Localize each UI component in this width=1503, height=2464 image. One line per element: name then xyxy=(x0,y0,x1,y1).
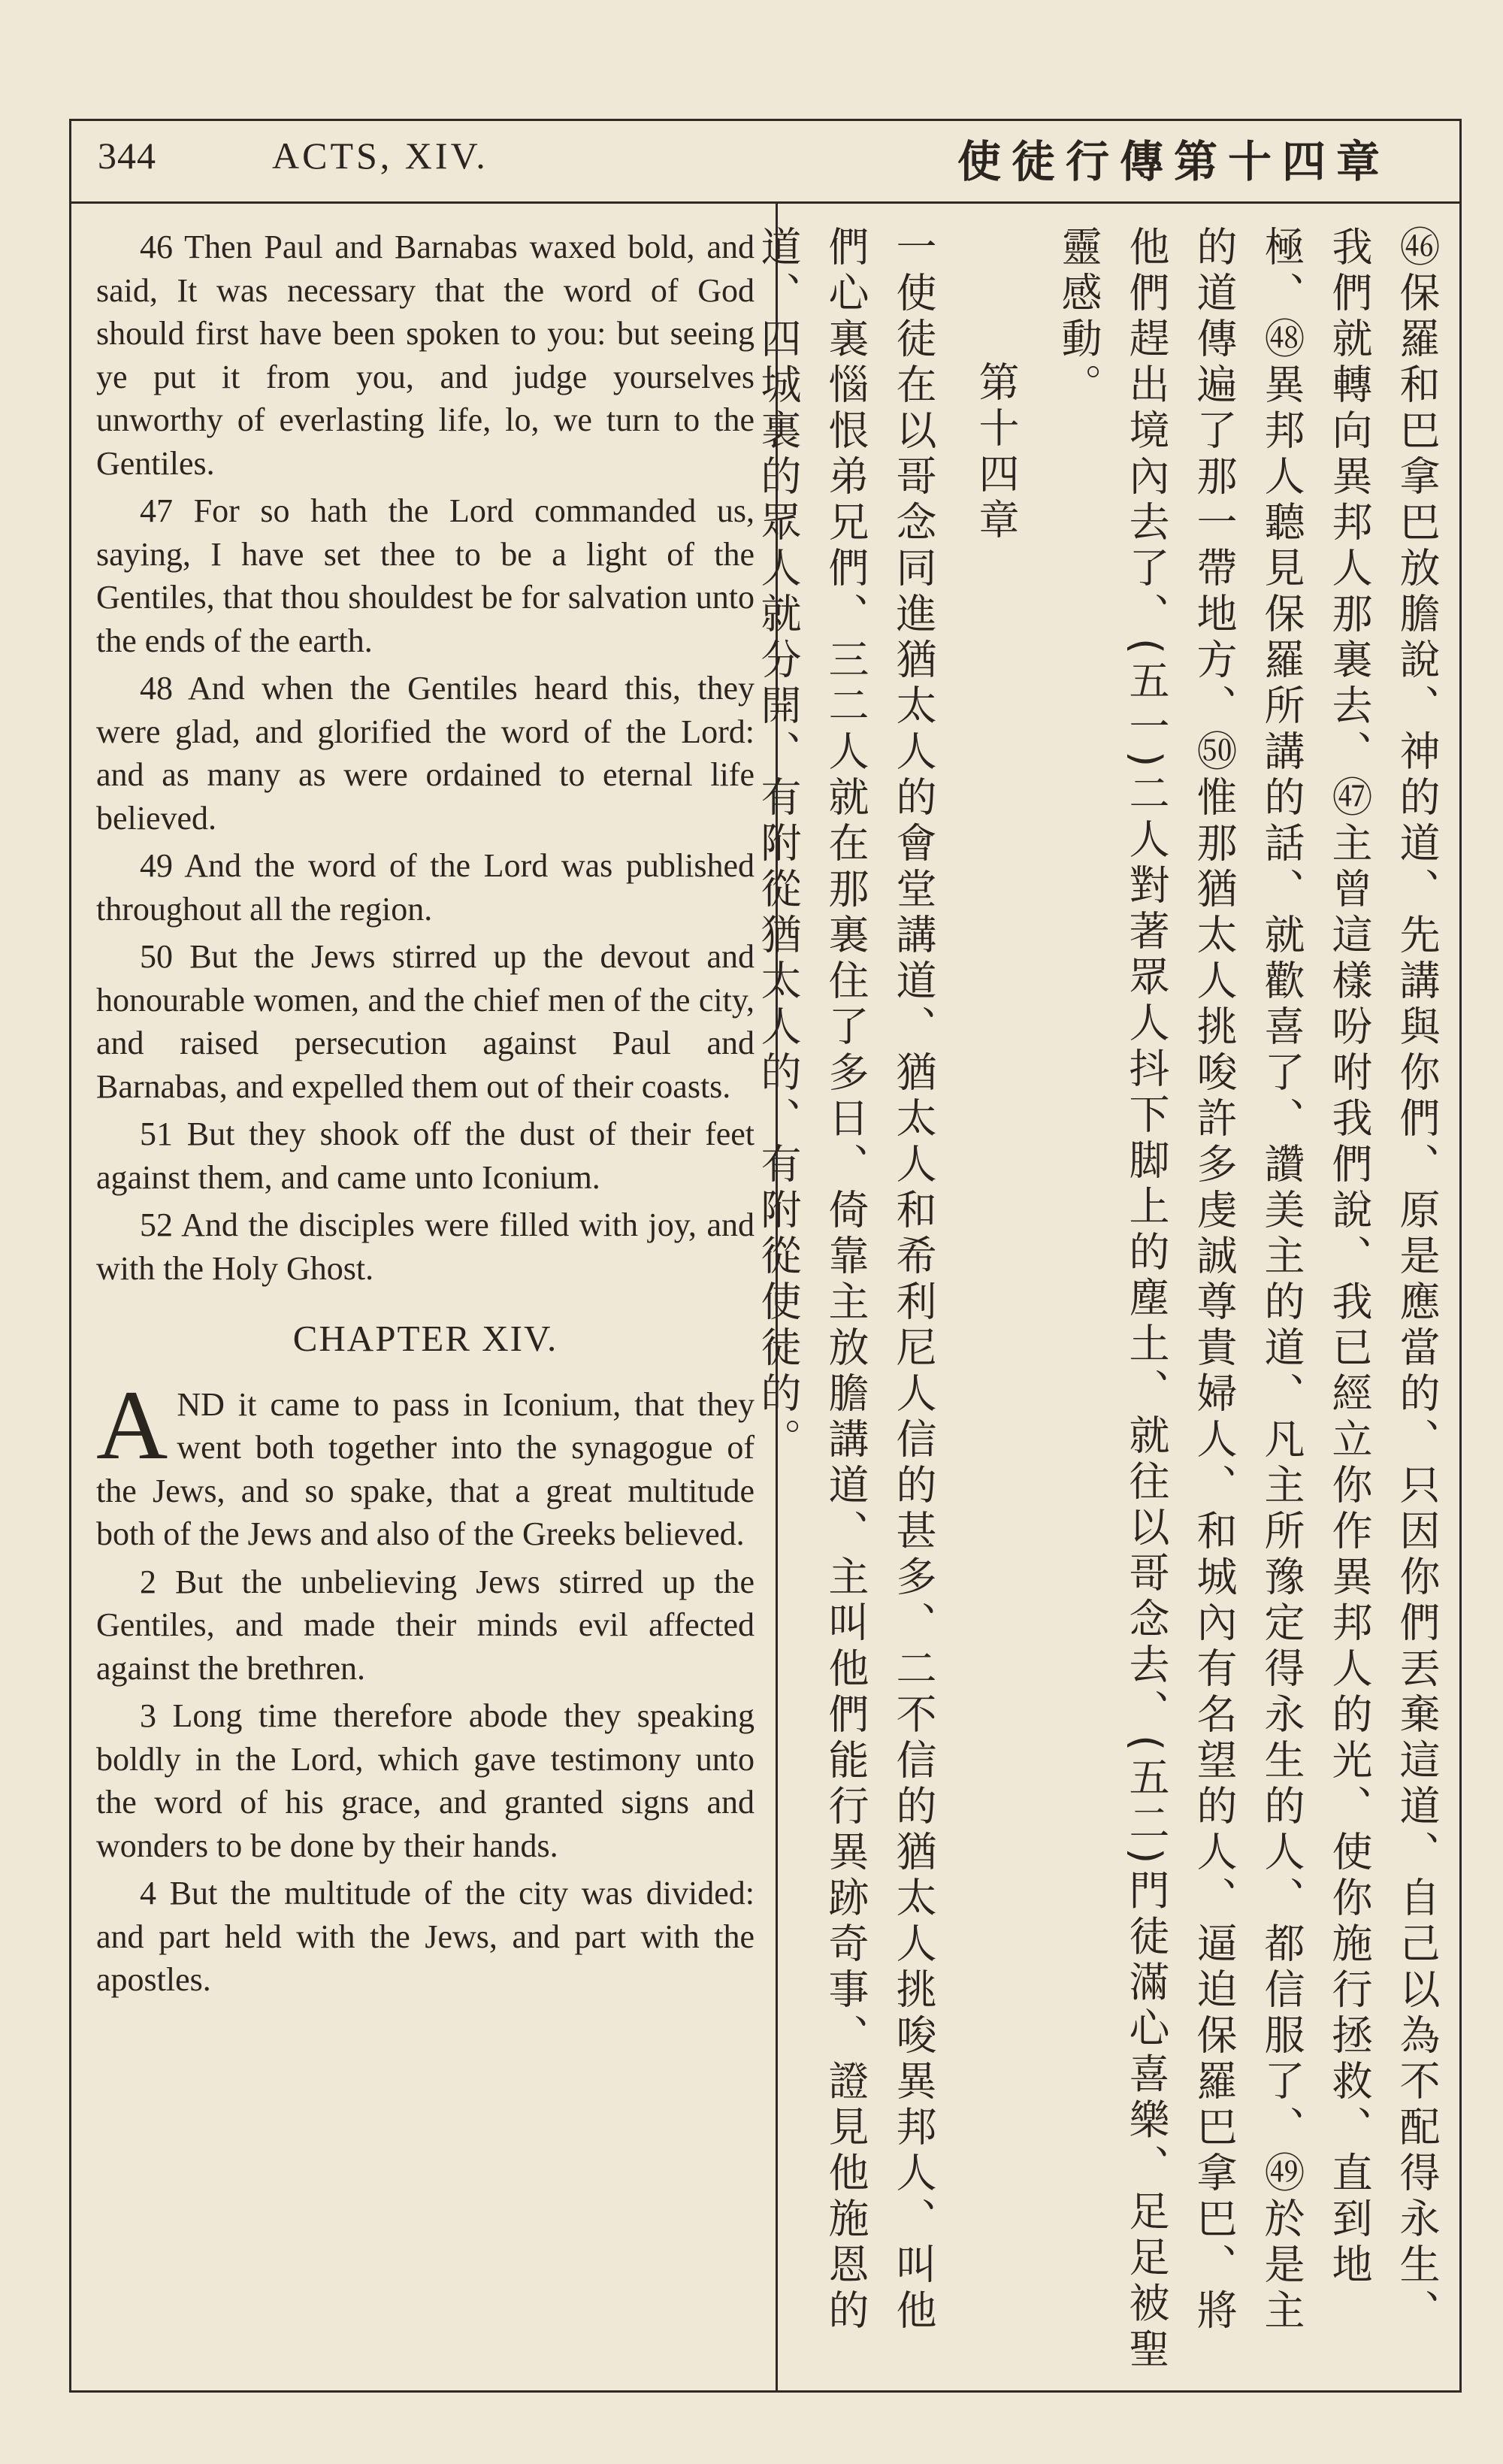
verse-1-text: ND it came to pass in Iconium, that they went both together into the synagogue of the Jews, and so spake, that a great multitude both of the Jews and also of the Greeks believed. xyxy=(96,1385,755,1552)
running-head: ACTS, XIV. xyxy=(272,135,488,177)
page-number: 344 xyxy=(98,135,156,177)
verse-52: 52 And the disciples were filled with joy, and with the Holy Ghost. xyxy=(96,1206,755,1287)
chapter-heading: CHAPTER XIV. xyxy=(292,1318,558,1359)
verse-47: 47 For so hath the Lord commanded us, saying, I have set thee to be a light of the Gentiles, that thou shouldest be for salvation unto the ends of the earth. xyxy=(96,492,755,659)
chinese-verses-46-52: ㊻保羅和巴拿巴放膽說、神的道、先講與你們、原是應當的、只因你們丟棄這道、自己以為不配得永生、我們就轉向異邦人那裏去、㊼主曾這樣吩咐我們說、我已經立你作異邦人的光、使你施行拯救、直到地極、㊽異邦人聽見保羅所講的話、就歡喜了、讚美主的道、凡主所豫定得永生的人、都信服了、㊾於是主的道傳遍了那一帶地方、㊿惟那猶太人挑唆許多虔誠尊貴婦人、和城內有名望的人、逼迫保羅巴拿巴、將他們趕出境內去了、(五一)二人對著眾人抖下脚上的塵土、就往以哥念去、(五二)門徒滿心喜樂、足足被聖靈感動。 xyxy=(1055,226,1441,2374)
english-column xyxy=(96,226,755,2006)
verse-2: 2 But the unbelieving Jews stirred up the Gentiles, and made their minds evil affected against the brethren. xyxy=(96,1563,755,1687)
verse-3: 3 Long time therefore abode they speaking boldly in the Lord, which gave testimony unto the word of his grace, and granted signs and wonders to be done by their hands. xyxy=(96,1697,755,1864)
verse-1 xyxy=(96,1369,755,1556)
chinese-chapter-title: 第十四章 xyxy=(972,361,1020,544)
verse-46: 46 Then Paul and Barnabas waxed bold, and said, It was necessary that the word of God should first have been spoken to you: but seeing ye put it from you, and judge yourselves unworthy of everlasting life, lo, we turn to the Gentiles. xyxy=(96,229,755,482)
verse-49: 49 And the word of the Lord was published throughout all the region. xyxy=(96,847,755,928)
verse-51: 51 But they shook off the dust of their feet against them, and came unto Iconium. xyxy=(96,1115,755,1196)
drop-cap: A xyxy=(96,1369,168,1480)
chinese-running-head: 使徒行傳第十四章 xyxy=(957,136,1390,187)
verse-50: 50 But the Jews stirred up the devout and honourable women, and the chief men of the city, and raised persecution against Paul and Barnabas, and expelled them out of their coasts. xyxy=(96,938,755,1105)
verse-4: 4 But the multitude of the city was divided: and part held with the Jews, and part with the apostles. xyxy=(96,1875,755,1998)
verse-48: 48 And when the Gentiles heard this, they were glad, and glorified the word of the Lord: and as many as were ordained to eternal life believed. xyxy=(96,670,755,837)
chinese-verses-1-4: 一使徒在以哥念同進猶太人的會堂講道、猶太人和希利尼人信的甚多、二不信的猶太人挑唆異邦人、叫他們心裏惱恨弟兄們、三二人就在那裏住了多日、倚靠主放膽講道、主叫他們能行異跡奇事、證見他施恩的道、四城裏的眾人就分開、有附從猶太人的、有附從使徒的。 xyxy=(755,226,937,2335)
chinese-column xyxy=(755,226,1450,2375)
